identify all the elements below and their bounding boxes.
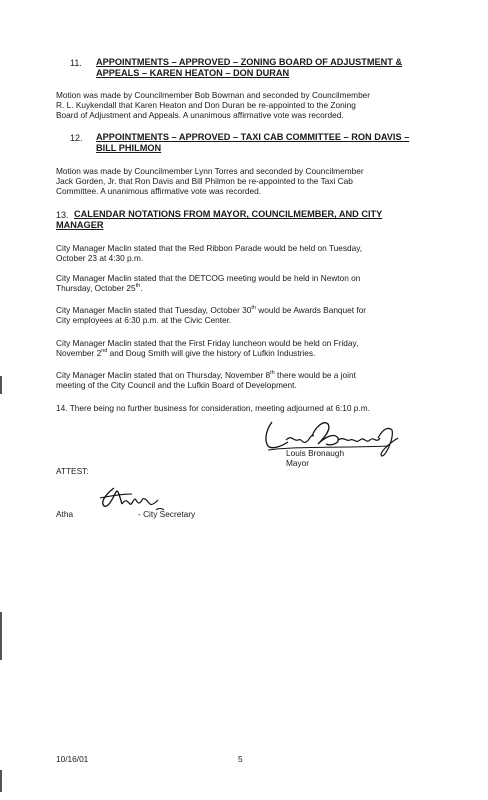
ordinal-suffix: th — [135, 283, 141, 290]
note-text: would be Awards Banquet for — [255, 305, 367, 315]
ordinal-suffix: th — [270, 370, 275, 377]
calendar-note — [56, 305, 426, 325]
motion-line: Motion was made by Councilmember Lynn Torres and seconded by Councilmember — [56, 166, 364, 176]
note-line: City Manager Maclin stated that the DETCOG meeting would be held in Newton on — [56, 273, 361, 283]
motion-line: Motion was made by Councilmember Bob Bowman and seconded by Councilmember — [56, 90, 371, 100]
footer-date: 10/16/01 — [56, 754, 89, 764]
item-12-title-line2: BILL PHILMON — [96, 143, 162, 153]
item-13-title-line1: CALENDAR NOTATIONS FROM MAYOR, COUNCILMEMBER, AND CITY — [74, 209, 383, 219]
secretary-name: Atha — [56, 509, 74, 519]
motion-line: R. L. Kuykendall that Karen Heaton and Don Duran be re-appointed to the Zoning — [56, 100, 356, 110]
scan-margin-mark — [0, 376, 2, 394]
item-12-title-line1: APPOINTMENTS – APPROVED – TAXI CAB COMMITTEE – RON DAVIS – — [96, 132, 410, 142]
note-text: City Manager Maclin stated that on Thursday, November 8 — [56, 370, 271, 380]
attest-label: ATTEST: — [56, 466, 89, 476]
item-13-title-line2: MANAGER — [56, 220, 104, 230]
item-11-title-line1: APPOINTMENTS – APPROVED – ZONING BOARD OF ADJUSTMENT & — [96, 57, 403, 67]
calendar-note — [56, 338, 426, 358]
item-12-motion — [56, 166, 426, 196]
item-11-motion — [56, 90, 426, 120]
note-line: City employees at 6:30 p.m. at the Civic Center. — [56, 315, 232, 325]
note-text: Thursday, October 25 — [56, 283, 136, 293]
note-line: meeting of the City Council and the Lufkin Board of Development. — [56, 380, 297, 390]
calendar-note — [56, 243, 426, 263]
note-line: City Manager Maclin stated that the Red Ribbon Parade would be held on Tuesday, — [56, 243, 363, 253]
note-line — [56, 348, 426, 358]
scan-margin-mark — [0, 770, 2, 792]
ordinal-suffix: nd — [101, 348, 108, 355]
note-text: and Doug Smith will give the history of Lufkin Industries. — [107, 348, 316, 358]
item-11-number: 11. — [70, 58, 82, 68]
mayor-name: Louis Bronaugh — [286, 448, 345, 458]
calendar-note — [56, 273, 426, 293]
note-text: . — [140, 283, 143, 293]
note-line: October 23 at 4:30 p.m. — [56, 253, 144, 263]
scan-margin-mark — [0, 612, 2, 660]
motion-line: Board of Adjustment and Appeals. A unanimous affirmative vote was recorded. — [56, 110, 344, 120]
note-line: City Manager Maclin stated that the First Friday luncheon would be held on Friday, — [56, 338, 359, 348]
page-number: 5 — [238, 754, 243, 764]
note-line — [56, 283, 426, 293]
item-13-number: 13. — [56, 210, 69, 220]
item-14-adjournment: 14. There being no further business for consideration, meeting adjourned at 6:10 p.m. — [56, 403, 370, 413]
note-text: November 2 — [56, 348, 102, 358]
note-text: there would be a joint — [274, 370, 356, 380]
ordinal-suffix: th — [251, 305, 256, 312]
secretary-title: - City Secretary — [138, 509, 196, 519]
motion-line: Committee. A unanimous affirmative vote was recorded. — [56, 186, 262, 196]
item-11-title-line2: APPEALS – KAREN HEATON – DON DURAN — [96, 68, 290, 78]
motion-line: Jack Gorden, Jr. that Ron Davis and Bill Philmon be re-appointed to the Taxi Cab — [56, 176, 353, 186]
note-line — [56, 305, 426, 315]
mayor-title: Mayor — [286, 458, 310, 468]
note-text: City Manager Maclin stated that Tuesday, October 30 — [56, 305, 252, 315]
calendar-note — [56, 370, 426, 390]
item-12-number: 12. — [70, 133, 83, 143]
note-line — [56, 370, 426, 380]
